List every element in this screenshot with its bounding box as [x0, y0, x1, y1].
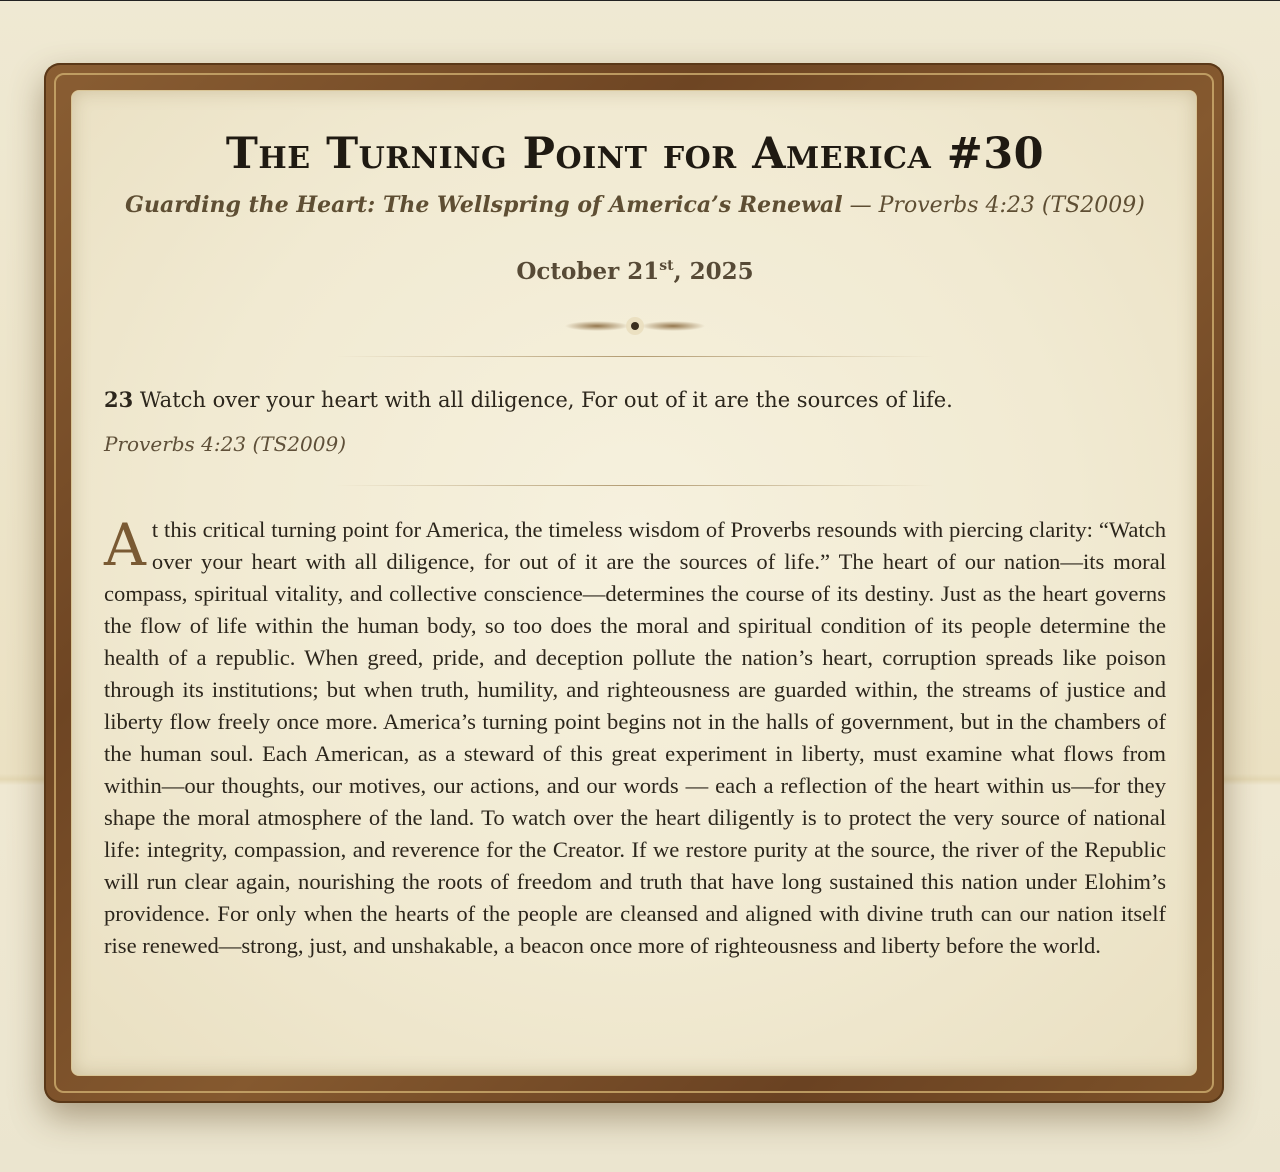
essay-text: t this critical turning point for America, the timeless wisdom of Proverbs resounds with piercing clarity: “Watch over your heart with all diligence, for out of it are the sources of life.” The heart of our nation—its moral compass, spiritual vitality, and collective conscience—determines the course of its destiny. Just as the heart governs the flow of life within the human body, so too does the moral and spiritual condition of its people determine the health of a republic. When greed, pride, and deception pollute the nation’s heart, corruption spreads like poison through its institutions; but when truth, humility, and righteousness are guarded within, the streams of justice and liberty flow freely once more. America’s turning point begins not in the halls of government, but in the chambers of the human soul. Each American, as a steward of this great experiment in liberty, must examine what flows from within—our thoughts, our motives, our actions, and our words — each a reflection of the heart within us—for they shape the moral atmosphere of the land. To watch over the heart diligently is to protect the very source of national life: integrity, compassion, and reverence for the Creator. If we restore purity at the source, the river of the Republic will run clear again, nourishing the roots of freedom and truth that have long sustained this nation under Elohim’s providence. For only when the hearts of the people are cleansed and aligned with divine truth can our nation itself rise renewed—strong, just, and unshakable, a beacon once more of righteousness and liberty before the world.	[104, 517, 1166, 958]
date-ordinal: st	[659, 258, 674, 274]
date-suffix: , 2025	[673, 258, 754, 285]
essay-body	[104, 511, 1166, 962]
page-title: The Turning Point for America #30	[225, 129, 1045, 179]
publish-date	[72, 258, 1198, 285]
page-subtitle	[72, 192, 1198, 218]
subtitle-main: Guarding the Heart: The Wellspring of America’s Renewal	[125, 192, 843, 218]
scripture-verse	[104, 387, 1164, 412]
verse-number: 23	[104, 387, 134, 412]
divider-bottom	[335, 485, 935, 486]
parchment-panel	[71, 90, 1197, 1076]
date-prefix: October 21	[516, 258, 660, 285]
divider-top	[335, 356, 935, 357]
drop-cap: A	[104, 511, 146, 579]
subtitle-separator: —	[842, 193, 879, 218]
verse-text: Watch over your heart with all diligence, For out of it are the sources of life.	[133, 388, 953, 412]
subtitle-reference: Proverbs 4:23 (TS2009)	[878, 193, 1145, 218]
flourish-ornament-icon	[564, 315, 706, 337]
wooden-frame	[44, 63, 1224, 1103]
top-edge-line	[0, 0, 1280, 1]
scripture-reference: Proverbs 4:23 (TS2009)	[104, 432, 346, 456]
